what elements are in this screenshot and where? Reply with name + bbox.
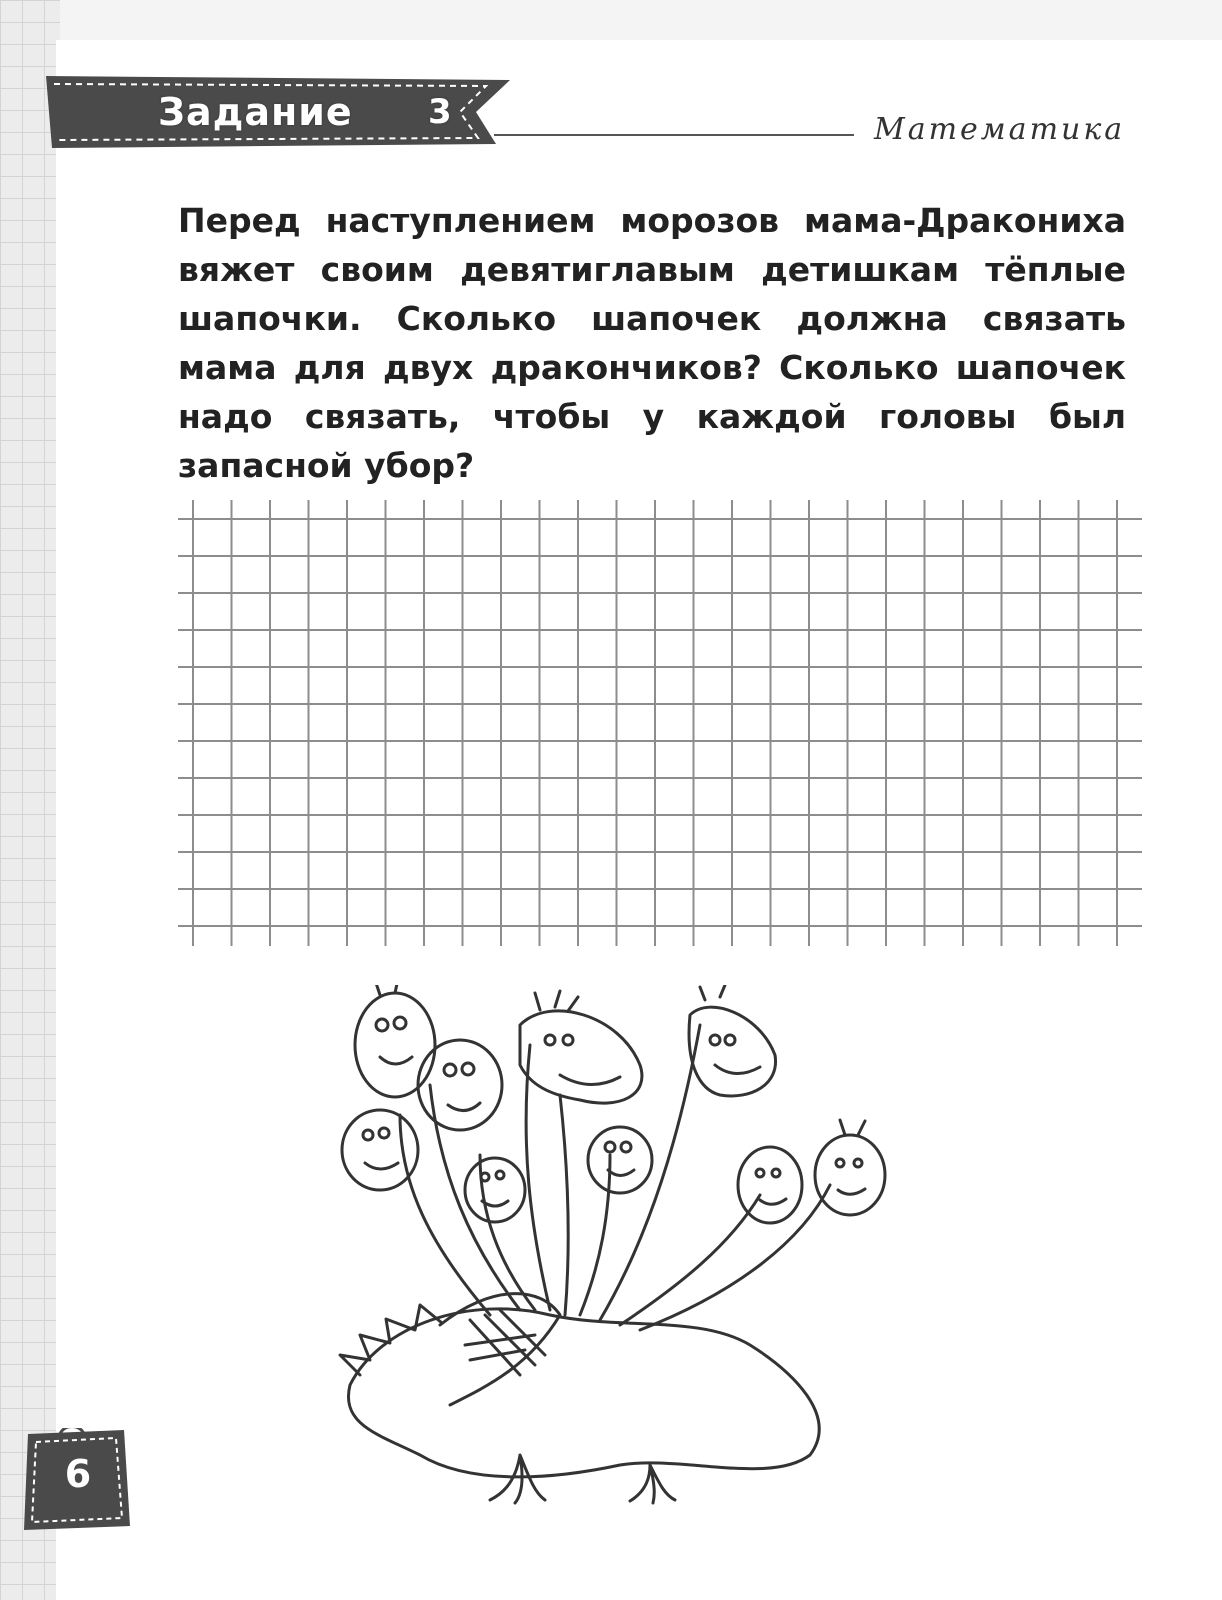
graph-paper-margin [0, 0, 60, 1600]
answer-grid [178, 500, 1142, 946]
task-number: 3 [428, 92, 452, 132]
header-rule [494, 134, 854, 136]
subject-label: Математика [874, 112, 1126, 147]
page-number: 6 [64, 1452, 92, 1496]
task-banner [46, 76, 510, 148]
task-text: Перед наступлением морозов мама-Дракониха вяжет своим девятиглавым детишкам тёплые шапочки. Сколько шапочек должна связать мама для двух дракончиков? Сколько шапочек надо связать, чтобы у каждой головы был запасной убор? [178, 201, 1126, 485]
dragon-illustration [320, 985, 910, 1505]
task-label: Задание [158, 90, 353, 134]
